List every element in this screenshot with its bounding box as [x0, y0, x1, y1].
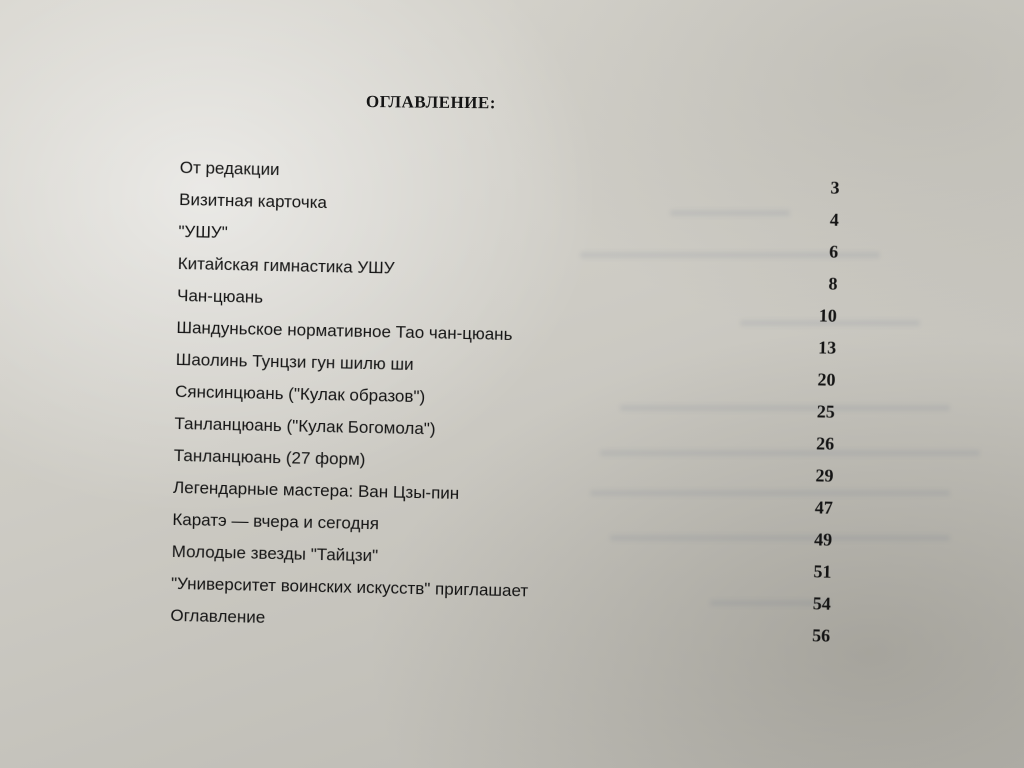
toc-entry-title: Китайская гимнастика УШУ — [177, 253, 395, 278]
toc-entry-title: Визитная карточка — [178, 189, 328, 213]
toc-entry-page: 8 — [828, 273, 838, 294]
toc-entry-page: 26 — [815, 433, 835, 454]
toc-entry-page: 25 — [816, 401, 836, 422]
toc-entry-page: 54 — [812, 593, 832, 614]
toc-entry-page: 3 — [830, 177, 840, 198]
toc-entry-page: 6 — [828, 241, 839, 262]
toc-entry-title: Шаолинь Тунцзи гун шилю ши — [175, 349, 414, 374]
toc-entry-page: 49 — [813, 529, 833, 550]
toc-entry-title: Оглавление — [170, 605, 266, 627]
toc-entry-title: "Университет воинских искусств" приглашает — [170, 573, 529, 601]
toc-entry-page: 4 — [829, 209, 840, 230]
toc-entry-title: Чан-цюань — [176, 285, 264, 307]
toc-entry-title: От редакции — [179, 158, 280, 180]
toc-entry-page: 29 — [815, 465, 834, 486]
toc-entry-title: Легендарные мастера: Ван Цзы-пин — [172, 477, 460, 503]
table-of-contents — [170, 158, 840, 652]
toc-entry-page: 20 — [817, 369, 836, 390]
toc-entry-title: "УШУ" — [178, 221, 228, 243]
toc-entry-title: Танланцюань ("Кулак Богомола") — [174, 413, 436, 439]
toc-entry-page: 10 — [818, 305, 838, 326]
toc-entry-page: 13 — [817, 337, 837, 358]
toc-entry-title: Молодые звезды "Тайцзи" — [171, 541, 379, 566]
toc-entry-title: Сянсинцюань ("Кулак образов") — [174, 381, 426, 407]
toc-entry-title: Танланцюань (27 форм) — [173, 445, 366, 469]
toc-entry-title: Каратэ — вчера и сегодня — [172, 509, 380, 534]
toc-entry-page: 47 — [814, 497, 834, 518]
page-title: ОГЛАВЛЕНИЕ: — [365, 92, 497, 113]
toc-entry-page: 56 — [811, 625, 831, 646]
toc-entry-title: Шандуньское нормативное Тао чан-цюань — [176, 317, 513, 344]
toc-entry-page: 51 — [813, 561, 832, 582]
